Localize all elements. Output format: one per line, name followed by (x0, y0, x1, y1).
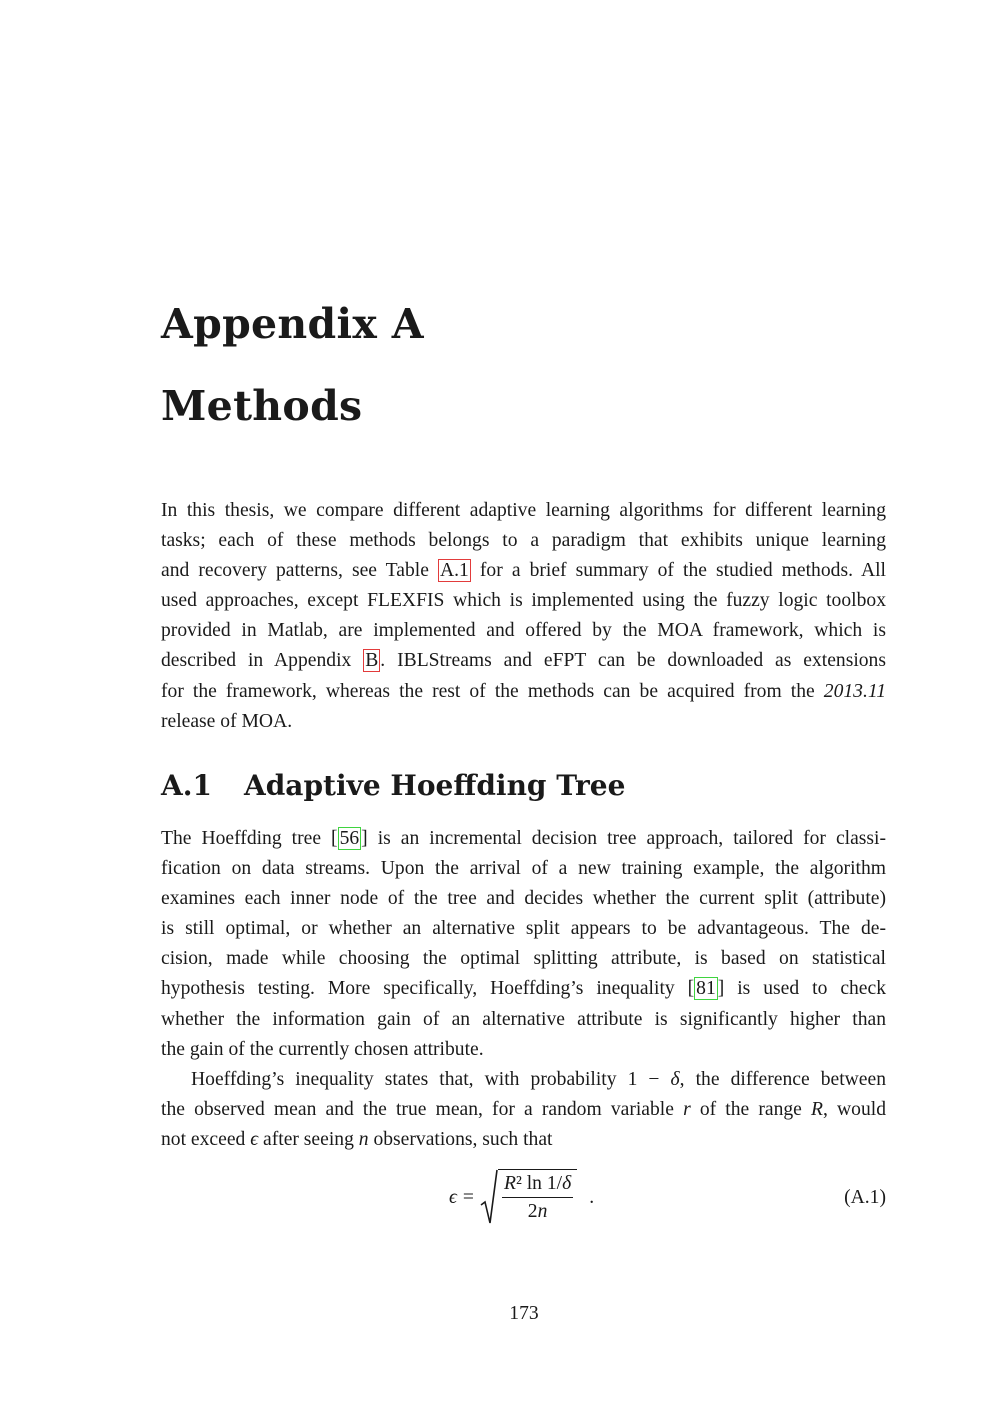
section-number: A.1 (161, 769, 212, 802)
citation-link[interactable]: 56 (339, 828, 360, 849)
text-line: hypothesis testing. More specifically, Hoeffding’s inequality [ 81 ] is used to check (161, 978, 886, 1000)
release-version: 2013.11 (823, 680, 886, 702)
intro-paragraph (161, 496, 886, 737)
text-line: not exceed ϵ after seeing n observations, such that (161, 1129, 553, 1151)
text-line: examines each inner node of the tree and decides whether the current split (attribute) (161, 888, 886, 910)
fraction-denominator: 2n (527, 1201, 548, 1222)
text-line: described in Appendix B . IBLStreams and eFPT can be downloaded as extensions (161, 650, 886, 672)
equation-number: (A.1) (844, 1187, 886, 1208)
fraction-numerator: R² ln 1/δ (502, 1173, 573, 1198)
text-line: for the framework, whereas the rest of the methods can be acquired from the 2013.11 (161, 680, 886, 702)
text-line: The Hoeffding tree [ 56 ] is an incremental decision tree approach, tailored for classi- (161, 828, 886, 849)
equation-equals: = (462, 1187, 474, 1208)
table-reference-link[interactable]: A.1 (439, 560, 469, 582)
equation-body (449, 1166, 594, 1230)
equation-a1 (161, 1166, 886, 1230)
text-line: Hoeffding’s inequality states that, with probability 1 − δ, the difference between (191, 1069, 886, 1090)
text-line: used approaches, except FLEXFIS which is implemented using the fuzzy logic toolbox (161, 590, 886, 612)
hoeffding-inequality-paragraph (161, 1065, 886, 1155)
hoeffding-tree-paragraph (161, 824, 886, 1065)
text-line: cision, made while choosing the optimal splitting attribute, is based on statistical (161, 948, 886, 970)
text-line: fication on data streams. Upon the arrival of a new training example, the algorithm (161, 858, 886, 880)
chapter-label: Appendix A (161, 300, 424, 348)
section-title: Adaptive Hoeffding Tree (244, 769, 626, 802)
text-line: In this thesis, we compare different adaptive learning algorithms for different learning (161, 500, 886, 521)
text-line: is still optimal, or whether an alternative split appears to be advantageous. The de- (161, 918, 886, 940)
text-line: provided in Matlab, are implemented and offered by the MOA framework, which is (161, 620, 886, 642)
text-line: the observed mean and the true mean, for a random variable r of the range R, would (161, 1099, 886, 1121)
equation-lhs: ϵ (449, 1187, 457, 1208)
text-line: whether the information gain of an alternative attribute is significantly higher than (161, 1008, 886, 1030)
page-number: 173 (509, 1303, 539, 1324)
appendix-reference-link[interactable]: B (365, 650, 379, 672)
equation-period: . (589, 1187, 595, 1208)
square-root (480, 1169, 577, 1227)
citation-link[interactable]: 81 (696, 978, 716, 1000)
chapter-title: Methods (161, 382, 363, 430)
radical-sign-icon (480, 1169, 498, 1227)
section-heading (161, 767, 625, 805)
text-line: release of MOA. (161, 710, 293, 732)
text-line: and recovery patterns, see Table A.1 for a brief summary of the studied methods. All (161, 560, 886, 582)
text-line: the gain of the currently chosen attribute. (161, 1038, 484, 1060)
text-line: tasks; each of these methods belongs to a paradigm that exhibits unique learning (161, 530, 886, 552)
fraction (498, 1169, 577, 1227)
